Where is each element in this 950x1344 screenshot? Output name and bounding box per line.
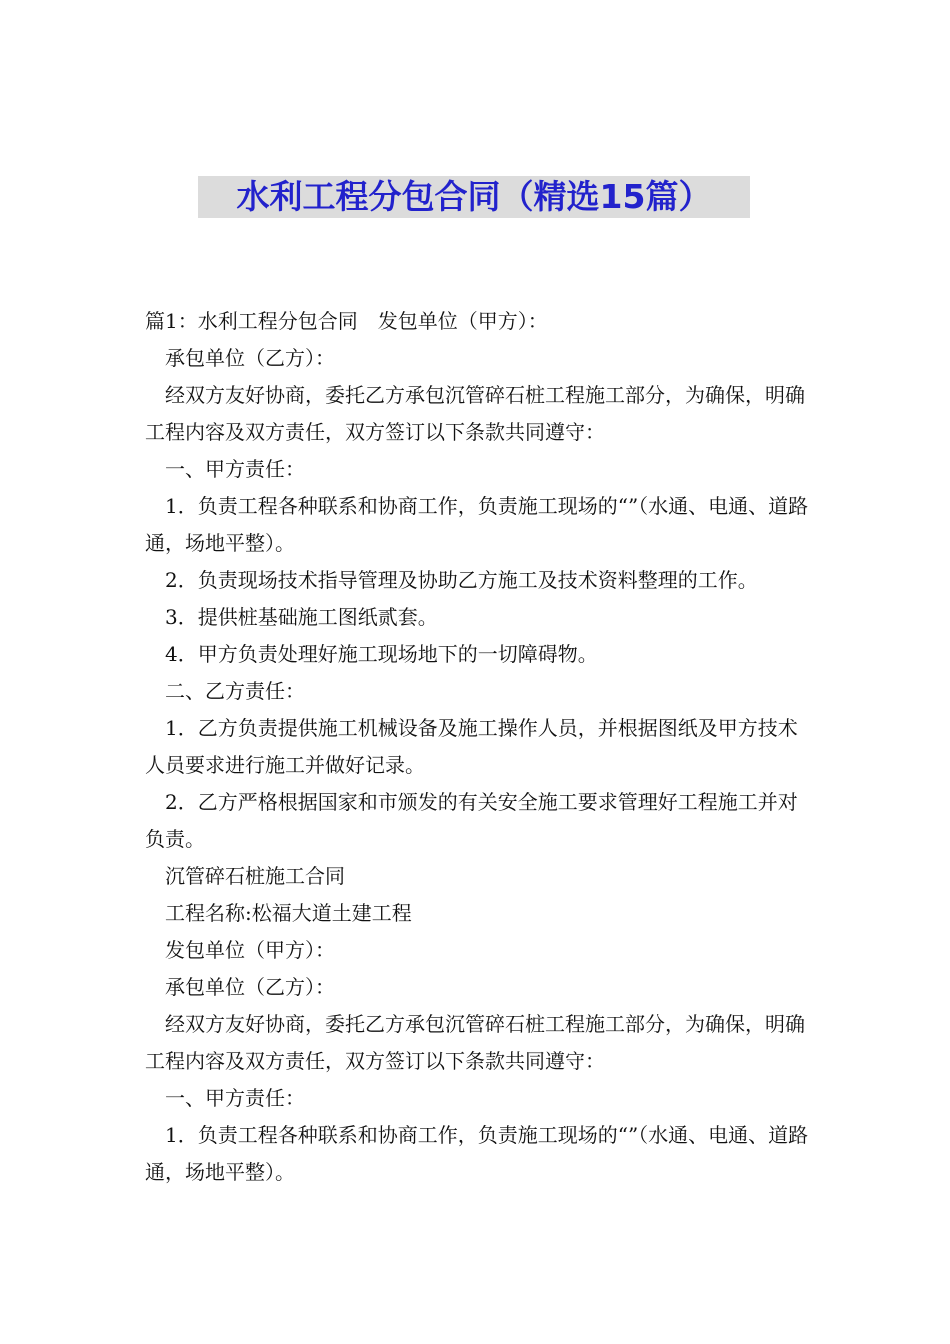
paragraph-intro: 经双方友好协商，委托乙方承包沉管碎石桩工程施工部分，为确保，明确工程内容及双方责任，双方签订以下条款共同遵守： — [145, 383, 805, 444]
title-highlight — [198, 176, 750, 218]
paragraph-intro-2: 经双方友好协商，委托乙方承包沉管碎石桩工程施工部分，为确保，明确工程内容及双方责任，双方签订以下条款共同遵守： — [145, 1012, 805, 1073]
paragraph-party-a-item-1-repeat: 1．负责工程各种联系和协商工作，负责施工现场的“”（水通、电通、道路通，场地平整）。 — [145, 1123, 809, 1184]
paragraph-contractor-2: 承包单位（乙方）： — [165, 975, 335, 999]
paragraph-contractor: 承包单位（乙方）： — [165, 346, 335, 370]
paragraph-party-a-item-2: 2．负责现场技术指导管理及协助乙方施工及技术资料整理的工作。 — [165, 568, 758, 592]
paragraph-party-a-item-3: 3．提供桩基础施工图纸贰套。 — [165, 605, 438, 629]
paragraph-party-a-item-1: 1．负责工程各种联系和协商工作，负责施工现场的“”（水通、电通、道路通，场地平整）。 — [145, 494, 809, 555]
paragraph-party-b-heading: 二、乙方责任： — [165, 679, 305, 703]
paragraph-party-a-heading-2: 一、甲方责任： — [165, 1086, 305, 1110]
paragraph-project-name: 工程名称:松福大道土建工程 — [165, 901, 412, 925]
paragraph-contract-name: 沉管碎石桩施工合同 — [165, 864, 345, 888]
paragraph-party-a-heading: 一、甲方责任： — [165, 457, 305, 481]
paragraph-party-a-item-4: 4．甲方负责处理好施工现场地下的一切障碍物。 — [165, 642, 598, 666]
paragraph-employer: 发包单位（甲方）： — [165, 938, 335, 962]
paragraph-party-b-item-1: 1．乙方负责提供施工机械设备及施工操作人员，并根据图纸及甲方技术人员要求进行施工并做好记录。 — [145, 716, 798, 777]
paragraph-party-b-item-2: 2．乙方严格根据国家和市颁发的有关安全施工要求管理好工程施工并对负责。 — [145, 790, 798, 851]
document-body — [145, 303, 810, 1191]
document-title: 水利工程分包合同（精选15篇） — [236, 177, 712, 216]
paragraph-section-heading: 篇1：水利工程分包合同 发包单位（甲方）： — [145, 309, 548, 333]
